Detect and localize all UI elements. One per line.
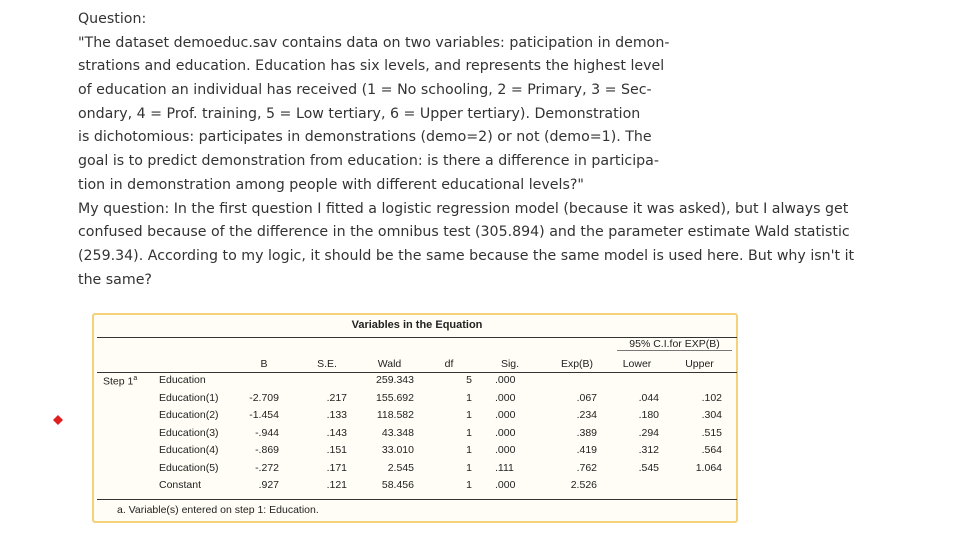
table-cell-df: 1: [466, 444, 472, 456]
table-header-rule: [97, 372, 737, 373]
table-cell-upper: .564: [701, 444, 722, 456]
table-cell-upper: .515: [701, 426, 722, 439]
table-cell-lower: .180: [638, 409, 659, 421]
table-cell-se: .133: [326, 409, 347, 421]
table-cell-b: -1.454: [249, 409, 279, 421]
table-cell-b: -.944: [255, 426, 279, 439]
question-block: [78, 8, 938, 292]
table-cell-df: 5: [466, 374, 472, 386]
my-question-line: the same?: [78, 271, 152, 288]
question-line: strations and education. Education has six levels, and represents the highest level: [78, 58, 665, 75]
table-cell-expb: .067: [576, 391, 597, 404]
red-diamond-marker-icon: [53, 415, 63, 425]
table-cell-df: 1: [466, 461, 472, 474]
table-cell-se: .143: [326, 426, 347, 439]
table-cell-expb: .234: [576, 409, 597, 421]
step-label: Step 1$^a$: [103, 375, 138, 388]
question-line: ondary, 4 = Prof. training, 5 = Low tertiary, 6 = Upper tertiary). Demonstration: [78, 105, 641, 122]
table-cell-lower: .312: [638, 444, 659, 456]
row-label: Education(2): [159, 409, 219, 421]
table-bottom-rule: [97, 499, 737, 500]
table-cell-se: .217: [326, 391, 347, 404]
col-header-se: S.E.: [317, 358, 337, 370]
col-header-lower: Lower: [622, 358, 652, 370]
table-cell-upper: .304: [701, 409, 722, 421]
ci-header: 95% C.I.for EXP(B): [629, 338, 720, 350]
table-cell-sig: .000: [495, 426, 516, 439]
table-cell-wald: 58.456: [381, 479, 414, 491]
table-cell-wald: 2.545: [387, 461, 414, 474]
table-cell-df: 1: [466, 479, 472, 491]
table-cell-lower: .294: [638, 426, 659, 439]
table-cell-b: .927: [258, 479, 279, 491]
table-cell-sig: .111: [495, 461, 514, 474]
table-cell-df: 1: [466, 409, 472, 421]
table-cell-expb: .389: [576, 426, 597, 439]
table-cell-df: 1: [466, 391, 472, 404]
table-cell-sig: .000: [495, 479, 516, 491]
my-question-line: (259.34). According to my logic, it should be the same because the same model is used here. But why isn't it: [78, 247, 855, 264]
table-cell-b: -.272: [255, 461, 279, 474]
table-cell-sig: .000: [495, 374, 516, 386]
table-footnote: a. Variable(s) entered on step 1: Education.: [117, 504, 319, 516]
question-line: of education an individual has received (1 = No schooling, 2 = Primary, 3 = Sec-: [78, 82, 652, 99]
col-header-wald: Wald: [377, 358, 402, 370]
question-line: goal is to predict demonstration from education: is there a difference in participa-: [78, 153, 659, 170]
ci-header-rule: [617, 350, 732, 351]
table-title: Variables in the Equation: [351, 319, 483, 331]
table-cell-lower: .044: [638, 391, 659, 404]
table-cell-wald: 33.010: [381, 444, 414, 456]
table-cell-expb: 2.526: [570, 479, 597, 491]
question-line: tion in demonstration among people with different educational levels?": [78, 176, 584, 193]
spss-output-table: [97, 316, 737, 521]
table-cell-expb: .762: [576, 461, 597, 474]
row-label: Education(5): [159, 461, 219, 474]
table-cell-upper: .102: [701, 391, 722, 404]
col-header-expb: Exp(B): [560, 358, 594, 370]
table-cell-lower: .545: [638, 461, 659, 474]
table-cell-wald: 259.343: [376, 374, 414, 386]
question-line: "The dataset demoeduc.sav contains data on two variables: paticipation in demon-: [78, 34, 670, 51]
table-cell-se: .151: [326, 444, 347, 456]
table-cell-b: -2.709: [249, 391, 279, 404]
table-cell-wald: 43.348: [381, 426, 414, 439]
table-cell-df: 1: [466, 426, 472, 439]
table-cell-se: .121: [326, 479, 347, 491]
table-cell-wald: 118.582: [376, 409, 414, 421]
table-cell-sig: .000: [495, 409, 516, 421]
row-label: Education(3): [159, 426, 219, 439]
question-heading: Question:: [78, 11, 147, 27]
row-label: Education(4): [159, 444, 219, 456]
table-cell-sig: .000: [495, 391, 516, 404]
col-header-upper: Upper: [685, 358, 714, 370]
row-label: Education: [159, 374, 206, 386]
table-cell-upper: 1.064: [695, 461, 722, 474]
table-cell-b: -.869: [255, 444, 279, 456]
table-cell-expb: .419: [576, 444, 597, 456]
table-cell-wald: 155.692: [376, 391, 414, 404]
my-question-line: confused because of the difference in the omnibus test (305.894) and the parameter estimate Wald statistic: [78, 224, 850, 241]
row-label: Education(1): [159, 391, 219, 404]
my-question-line: My question: In the first question I fitted a logistic regression model (because it was asked), but I always get: [78, 200, 849, 217]
table-cell-sig: .000: [495, 444, 516, 456]
col-header-sig: Sig.: [500, 358, 520, 370]
table-cell-se: .171: [326, 461, 347, 474]
row-label: Constant: [159, 479, 202, 491]
col-header-b: B: [260, 358, 268, 370]
col-header-df: df: [444, 358, 454, 370]
question-line: is dichotomious: participates in demonstrations (demo=2) or not (demo=1). The: [78, 129, 652, 146]
